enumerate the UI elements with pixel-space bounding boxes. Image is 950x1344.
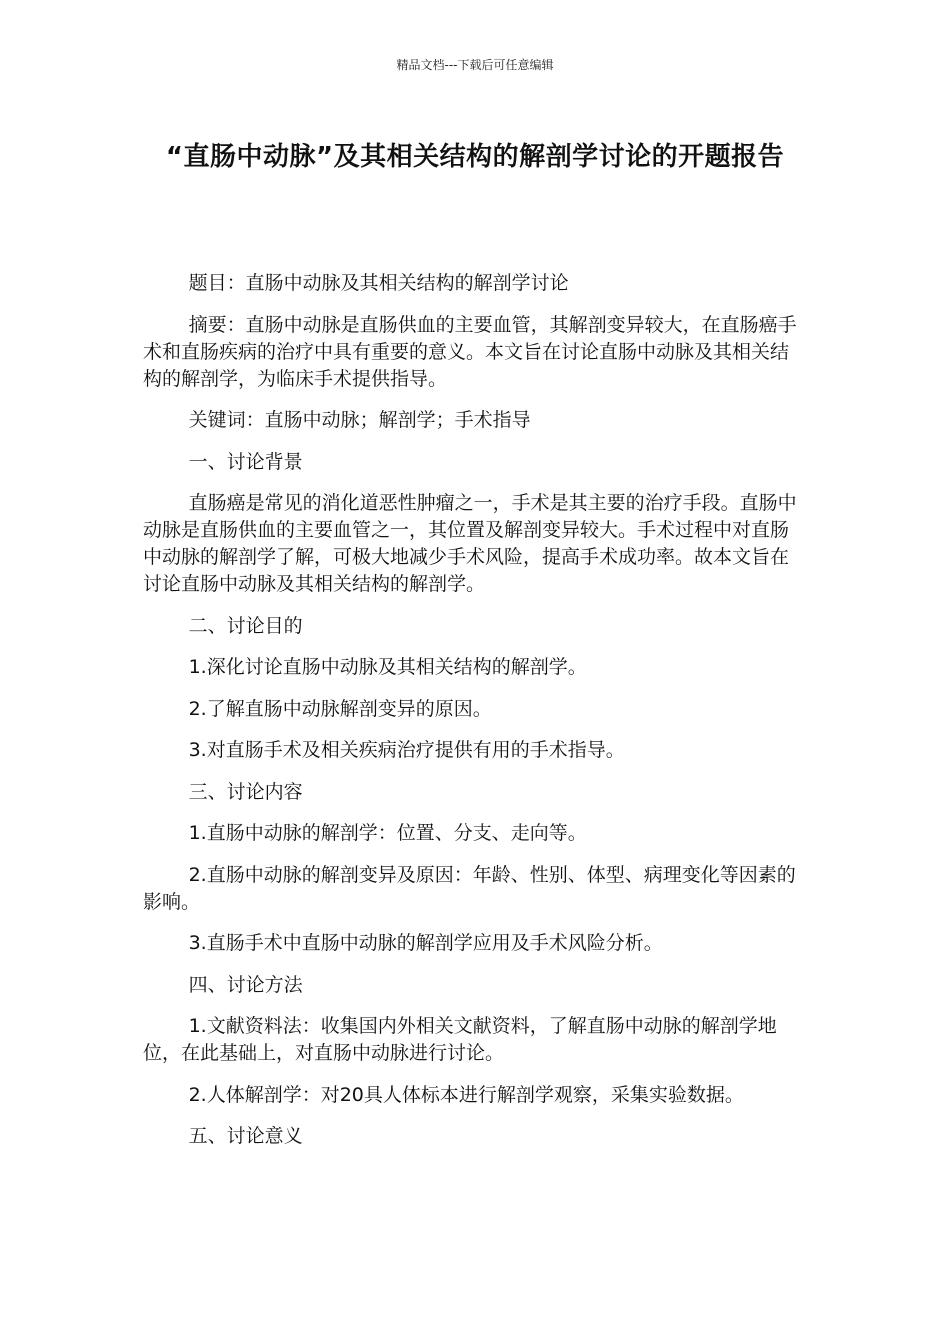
purpose-item-1: 1.深化讨论直肠中动脉及其相关结构的解剖学。	[188, 656, 587, 678]
content-item-3: 3.直肠手术中直肠中动脉的解剖学应用及手术风险分析。	[188, 932, 663, 954]
abstract-paragraph: 摘要：直肠中动脉是直肠供血的主要血管，其解剖变异较大，在直肠癌手术和直肠疾病的治疗中具有重要的意义。本文旨在讨论直肠中动脉及其相关结构的解剖学，为临床手术提供指导。	[143, 313, 797, 390]
document-body	[143, 270, 807, 1165]
background-paragraph: 直肠癌是常见的消化道恶性肿瘤之一，手术是其主要的治疗手段。直肠中动脉是直肠供血的主要血管之一，其位置及解剖变异较大。手术过程中对直肠中动脉的解剖学了解，可极大地减少手术风险，提高手术成功率。故本文旨在讨论直肠中动脉及其相关结构的解剖学。	[143, 492, 797, 595]
purpose-item-2: 2.了解直肠中动脉解剖变异的原因。	[188, 697, 492, 720]
page-header-note: 精品文档---下载后可任意编辑	[396, 58, 554, 72]
section-heading-methods: 四、讨论方法	[188, 973, 303, 996]
section-heading-background: 一、讨论背景	[188, 450, 303, 473]
content-item-2: 2.直肠中动脉的解剖变异及原因：年龄、性别、体型、病理变化等因素的影响。	[143, 863, 796, 913]
keywords-line: 关键词：直肠中动脉；解剖学；手术指导	[188, 409, 531, 431]
document-title: “直肠中动脉”及其相关结构的解剖学讨论的开题报告	[165, 142, 785, 172]
section-heading-significance: 五、讨论意义	[188, 1125, 303, 1147]
topic-line: 题目：直肠中动脉及其相关结构的解剖学讨论	[188, 272, 569, 294]
section-heading-purpose: 二、讨论目的	[188, 614, 303, 637]
section-heading-content: 三、讨论内容	[188, 780, 303, 803]
content-item-1: 1.直肠中动脉的解剖学：位置、分支、走向等。	[188, 822, 587, 844]
methods-item-1: 1.文献资料法：收集国内外相关文献资料，了解直肠中动脉的解剖学地位，在此基础上，对直肠中动脉进行讨论。	[143, 1015, 777, 1064]
purpose-item-3: 3.对直肠手术及相关疾病治疗提供有用的手术指导。	[188, 739, 625, 761]
methods-item-2: 2.人体解剖学：对20具人体标本进行解剖学观察，采集实验数据。	[188, 1083, 744, 1106]
